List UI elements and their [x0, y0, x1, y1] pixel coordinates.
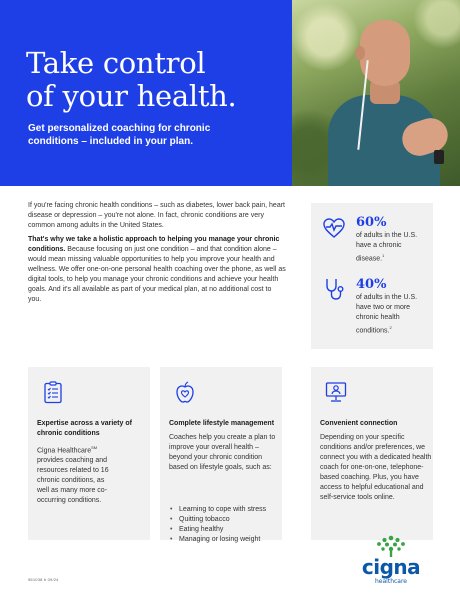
stat-value-60: 60%	[356, 215, 387, 230]
card-expertise-brand-mark: SM	[91, 445, 98, 450]
list-item: • Eating healthy	[169, 525, 279, 535]
stat-footnote-2: 2	[389, 325, 392, 330]
list-item: • Quitting tobacco	[169, 515, 279, 525]
photo-head	[360, 20, 410, 86]
hero-photo-runner	[292, 0, 460, 186]
card-expertise	[28, 367, 150, 540]
card-expertise-title: Expertise across a variety of chronic conditions	[37, 420, 132, 437]
card-connection	[311, 367, 433, 540]
card-lifestyle-title: Complete lifestyle management	[169, 420, 275, 427]
intro-paragraph-2	[28, 235, 286, 305]
hero-banner	[0, 0, 460, 186]
card-expertise-body-text: provides coaching and resources related to 16 chronic conditions, as well as many more co-occurring conditions.	[37, 457, 109, 505]
card-expertise-brand: Cigna Healthcare	[37, 447, 92, 455]
clipboard-checklist-icon	[41, 380, 65, 404]
document-code: 961038 b 09/24	[28, 577, 59, 582]
intro-paragraph-1: If you're facing chronic health conditions – such as diabetes, lower back pain, heart disease or depression – you're not alone. In fact, chronic conditions are very common among adults in the United States.	[28, 202, 285, 229]
card-connection-body: Depending on your specific conditions and/or preferences, we connect you with a dedicated health coach for one-on-one, telephone-based coaching. Plus, you have access to helpful educational and self-service tools online.	[320, 434, 432, 501]
stat-value-40: 40%	[356, 277, 387, 292]
card-expertise-body	[37, 443, 117, 506]
stat-footnote-1: 1	[382, 253, 385, 258]
hero-title	[26, 47, 306, 113]
stat-description-40-text: of adults in the U.S. have two or more chronic health conditions.	[356, 294, 418, 335]
photo-watch	[434, 150, 444, 164]
heart-pulse-icon	[322, 216, 346, 240]
stat-description-40	[356, 293, 426, 336]
card-lifestyle-body: Coaches help you create a plan to improve your overall health – beyond your chronic condition based on lifestyle goals, such as:	[169, 434, 276, 471]
photo-ear	[355, 46, 365, 60]
list-item: • Learning to cope with stress	[169, 505, 279, 515]
hero-title-line-2: of your health.	[26, 79, 237, 113]
hero-subtitle: Get personalized coaching for chronic conditions – included in your plan.	[28, 123, 211, 147]
card-connection-title: Convenient connection	[320, 420, 398, 427]
apple-heart-icon	[173, 380, 197, 404]
hero-title-line-1: Take control	[26, 46, 206, 80]
intro-paragraph-2-body: Because focusing on just one condition – and that condition alone – would mean missing valuable opportunities to help you improve your health and wellness. We offer one-on-one personal health coaching over the phone, as well as digital tools, to help you manage your chronic conditions and achieve your health goals. And it's all available as part of your medical plan, at no additional cost to you.	[28, 246, 286, 303]
computer-user-icon	[324, 380, 348, 404]
stats-panel	[311, 203, 433, 349]
stethoscope-icon	[322, 277, 346, 301]
cigna-healthcare-logo	[356, 532, 426, 590]
cigna-tree-mark	[377, 536, 405, 557]
intro-text	[28, 201, 286, 305]
list-item: • Managing or losing weight	[169, 535, 279, 545]
card-lifestyle	[160, 367, 282, 543]
lifestyle-goals-list	[169, 505, 279, 545]
stat-description-60	[356, 231, 426, 264]
logo-subtext: healthcare	[375, 578, 407, 585]
intro-paragraph-2-lead: That's why we take a holistic approach to helping you manage your chronic conditions.	[28, 236, 280, 253]
stat-description-60-text: of adults in the U.S. have a chronic disease.	[356, 232, 418, 263]
logo-wordmark: cigna	[361, 555, 421, 579]
